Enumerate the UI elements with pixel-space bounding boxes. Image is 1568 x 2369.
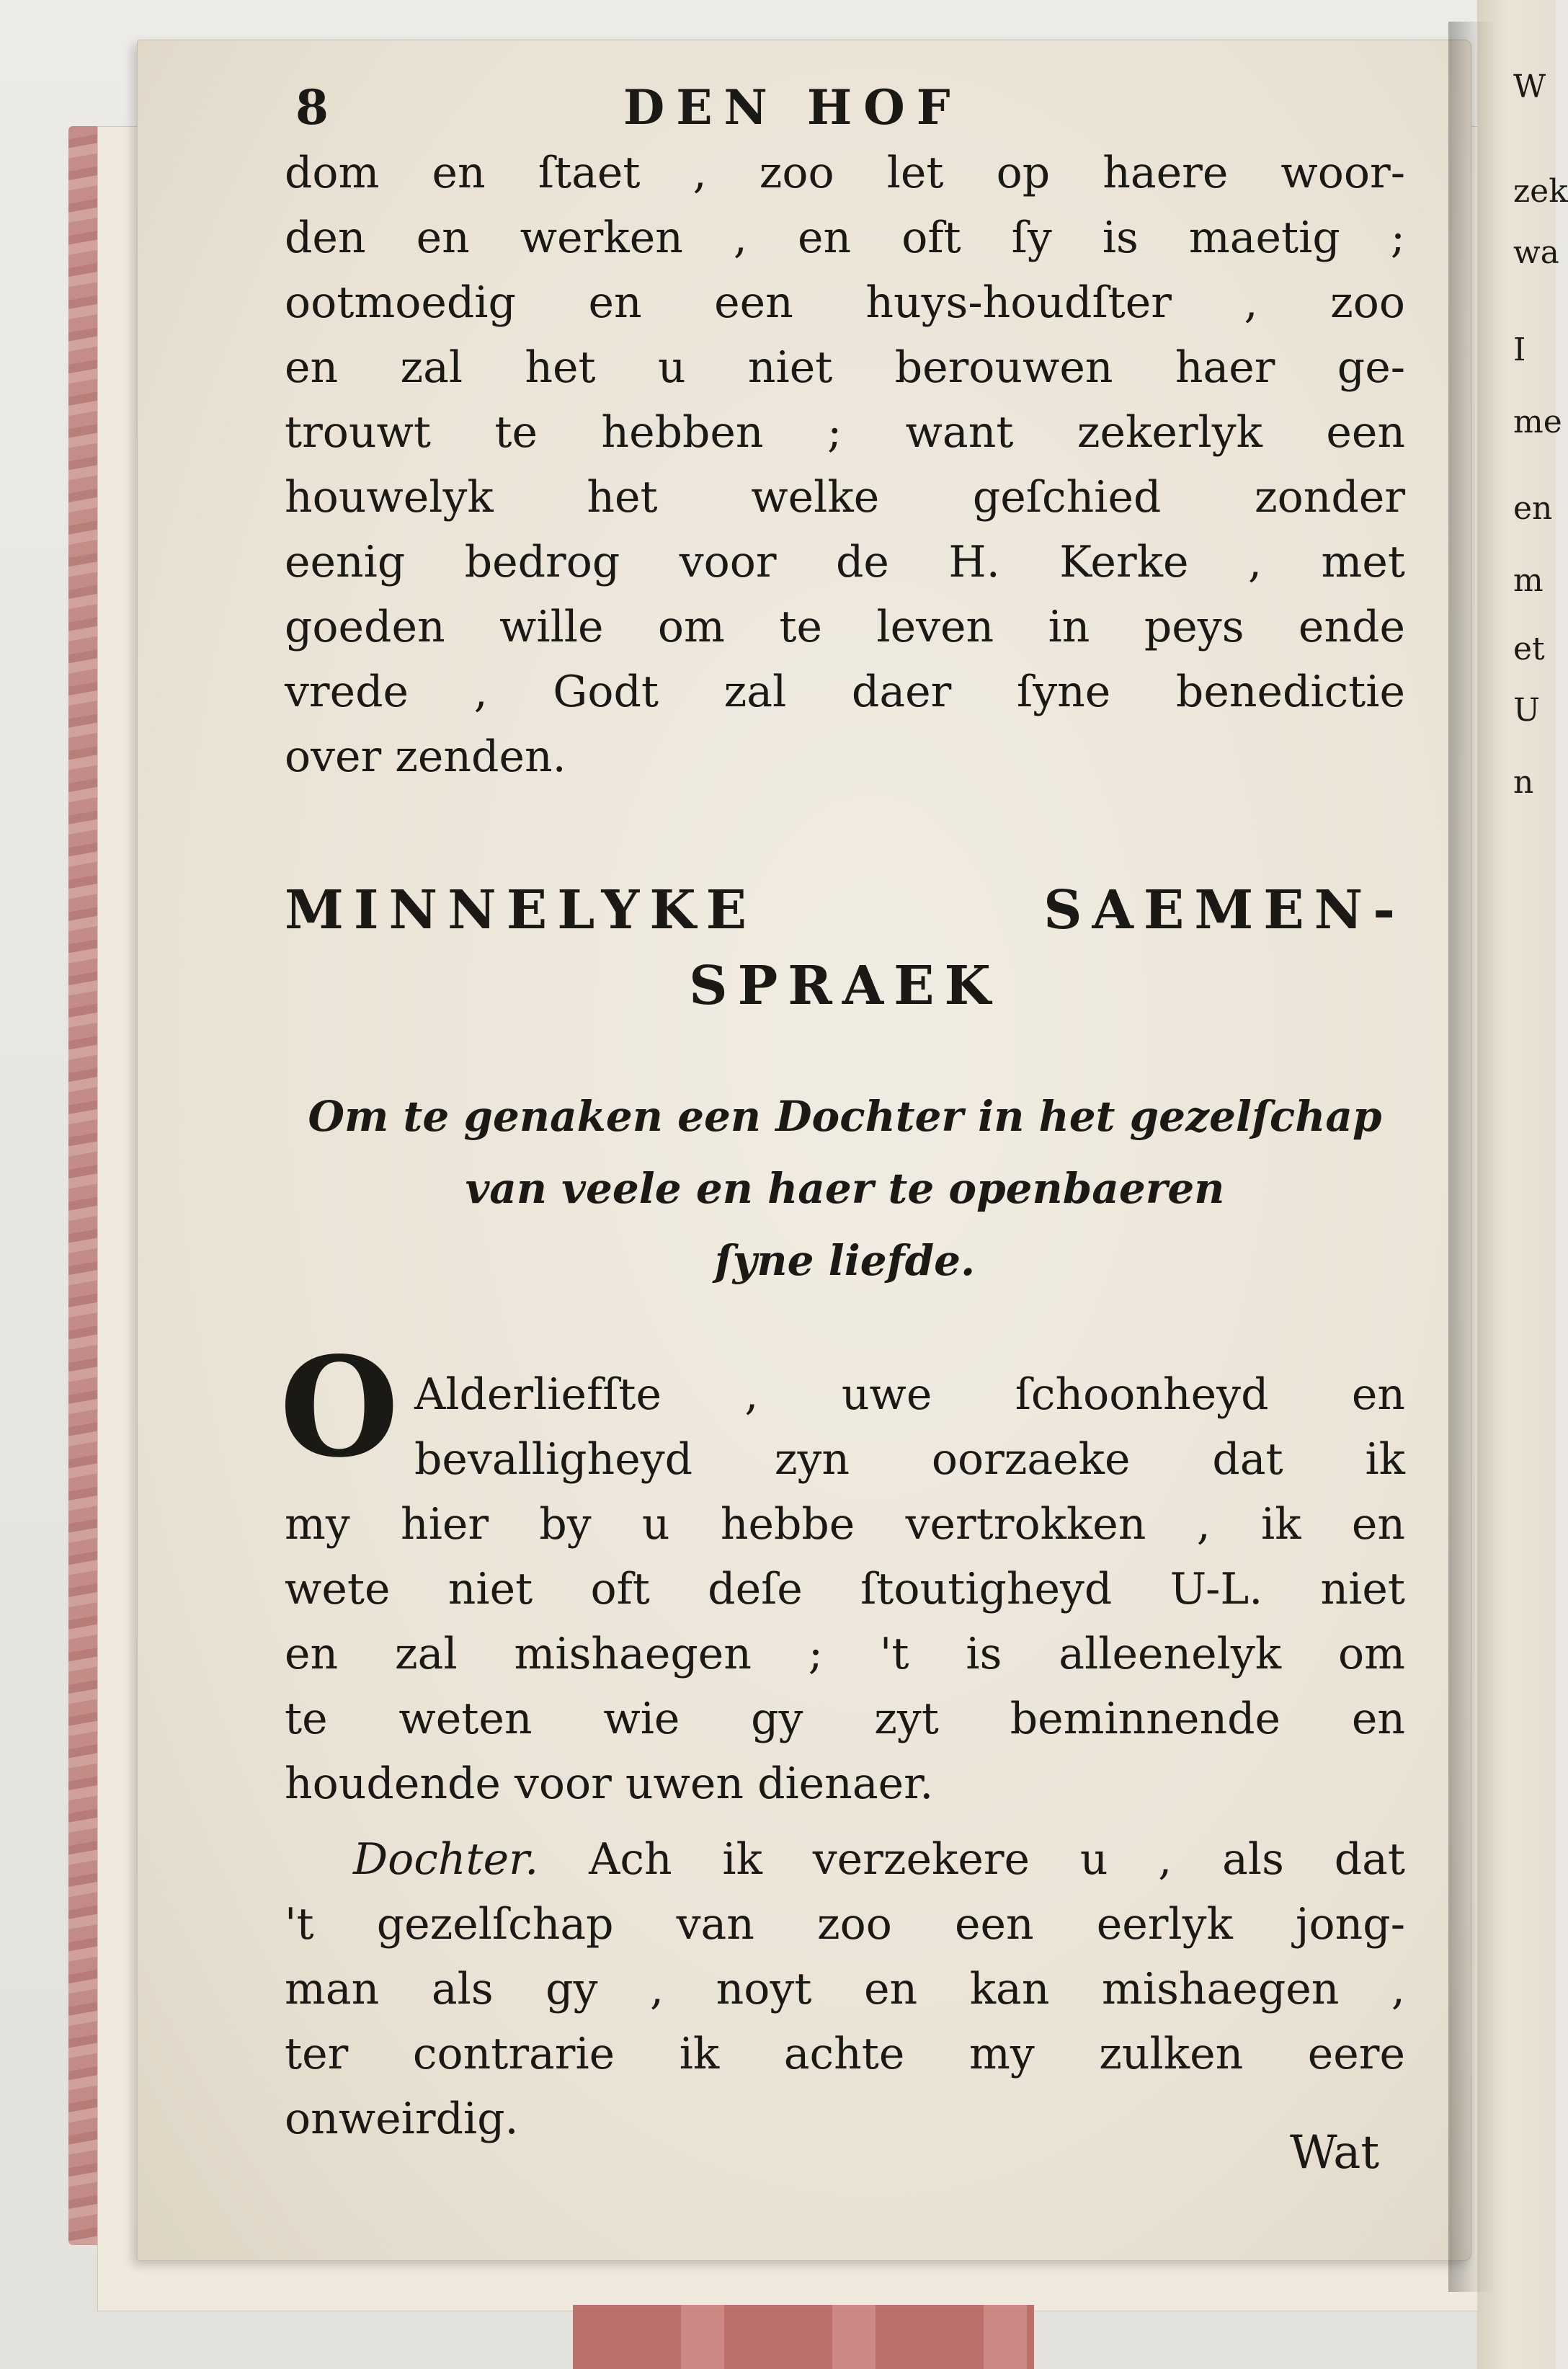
section-subtitle: ſyne liefde. — [714, 1236, 976, 1285]
facing-fragment: wa — [1513, 234, 1559, 271]
text-line — [353, 1834, 1405, 1885]
running-head: DEN HOF — [623, 79, 962, 135]
facing-fragment: U — [1513, 692, 1541, 729]
drop-cap: O — [280, 1327, 399, 1488]
text-line: wete niet oft deſe ſtoutigheyd U-L. niet — [285, 1564, 1405, 1614]
text-line: bevalligheyd zyn oorzaeke dat ik — [414, 1434, 1405, 1485]
text-line: eenig bedrog voor de H. Kerke , met — [285, 537, 1405, 587]
speaker-label: Dochter. — [353, 1834, 539, 1885]
text-fragment: Ach ik verzekere u , als dat — [538, 1834, 1405, 1885]
section-title-continued: SPRAEK — [689, 955, 1001, 1017]
text-line: en zal mishaegen ; 't is alleenelyk om — [285, 1629, 1405, 1679]
section-title: MINNELYKE SAEMEN- — [285, 879, 1405, 941]
text-line: dom en ſtaet , zoo let op haere woor- — [285, 148, 1405, 198]
text-line: man als gy , noyt en kan mishaegen , — [285, 1964, 1405, 2014]
text-line: trouwt te hebben ; want zekerlyk een — [285, 407, 1405, 458]
text-line: ootmoedig en een huys-houdſter , zoo — [285, 277, 1405, 328]
text-line: vrede , Godt zal daer ſyne benedictie — [285, 667, 1405, 717]
catchword: Wat — [1290, 2126, 1380, 2179]
text-line: houdende voor uwen dienaer. — [285, 1759, 934, 1809]
section-subtitle: van veele en haer te openbaeren — [465, 1164, 1225, 1213]
facing-fragment: zek — [1513, 173, 1568, 210]
text-line: houwelyk het welke geſchied zonder — [285, 472, 1405, 523]
text-line: Alderliefſte , uwe ſchoonheyd en — [414, 1369, 1405, 1420]
facing-fragment: et — [1513, 631, 1545, 667]
text-line: onweirdig. — [285, 2094, 519, 2144]
facing-fragment: I — [1513, 332, 1526, 368]
text-line: te weten wie gy zyt beminnende en — [285, 1694, 1405, 1744]
text-line: over zenden. — [285, 732, 566, 782]
text-line: goeden wille om te leven in peys ende — [285, 602, 1405, 652]
text-line: ter contrarie ik achte my zulken eere — [285, 2029, 1405, 2079]
facing-fragment: W — [1513, 68, 1546, 105]
text-line: en zal het u niet berouwen haer ge- — [285, 342, 1405, 393]
facing-fragment: m — [1513, 562, 1544, 599]
page-number: 8 — [295, 79, 329, 135]
text-line: den en werken , en oft ſy is maetig ; — [285, 213, 1405, 263]
text-line: 't gezelſchap van zoo een eerlyk jong- — [285, 1899, 1405, 1950]
section-subtitle: Om te genaken een Dochter in het gezelſchap — [308, 1092, 1382, 1141]
facing-fragment: me — [1513, 404, 1562, 440]
facing-fragment: n — [1513, 764, 1534, 801]
text-line: my hier by u hebbe vertrokken , ik en — [285, 1499, 1405, 1550]
facing-fragment: en — [1513, 490, 1553, 527]
